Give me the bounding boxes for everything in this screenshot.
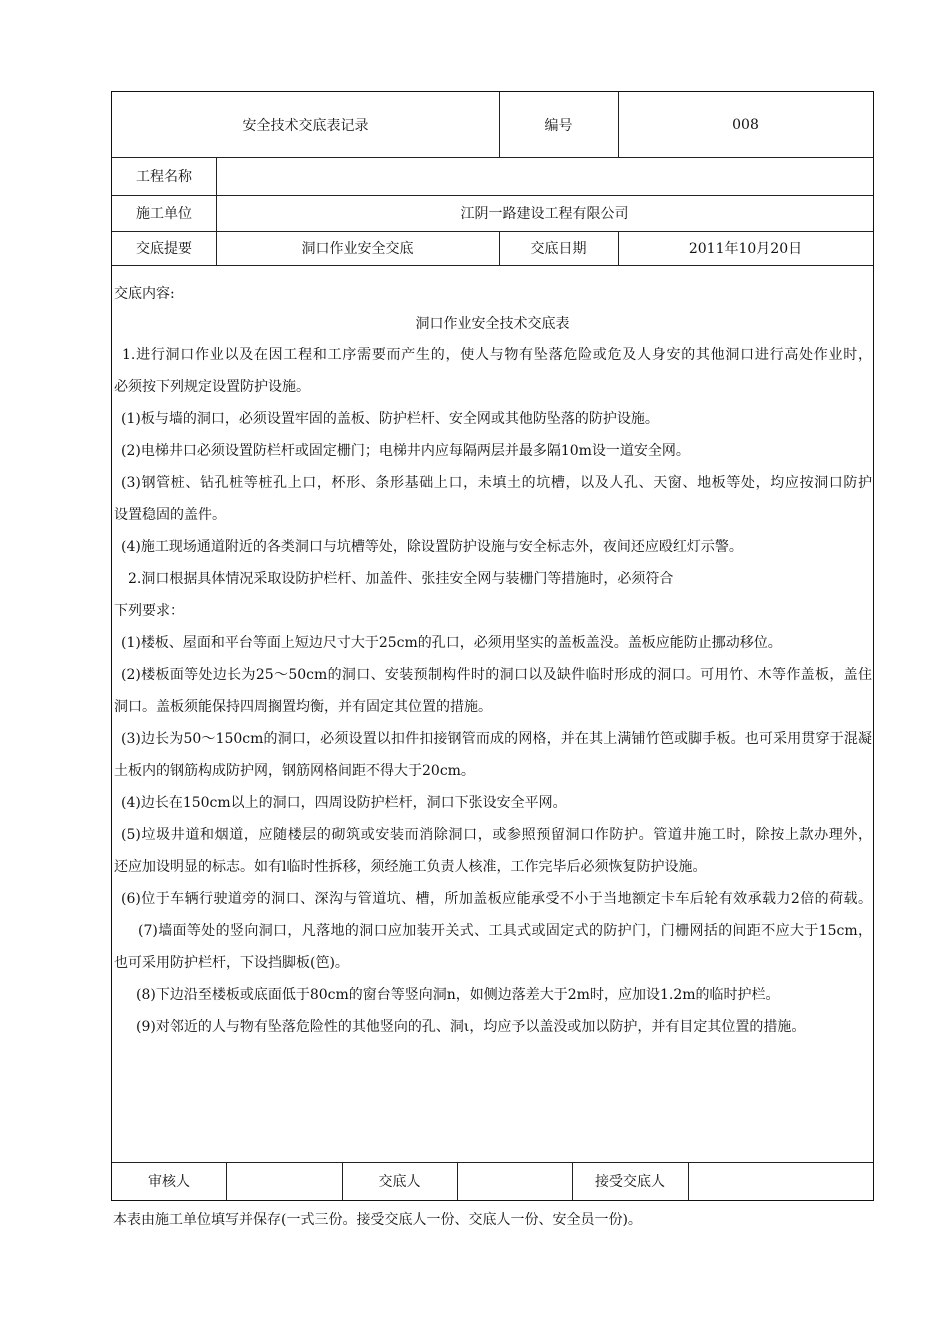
content-line: (1)板与墙的洞口，必须设置牢固的盖板、防护栏杆、安全网或其他防坠落的防护设施。 (121, 411, 659, 427)
date-value: 2011年10月20日 (688, 241, 803, 257)
content-title: 洞口作业安全技术交底表 (415, 316, 570, 332)
project-name-field (216, 157, 873, 195)
number-label: 编号 (544, 117, 573, 134)
content-line: 必须按下列规定设置防护设施。 (114, 379, 310, 395)
content-line: (7)墙面等处的竖向洞口，凡落地的洞口应加装开关式、工具式或固定式的防护门，门栅网括的间距不应大于15cm， (138, 923, 872, 939)
reviewer-label: 审核人 (148, 1174, 190, 1190)
content-line: (2)电梯井口必须设置防栏杆或固定栅门；电梯井内应每隔两层并最多隔10m设一道安全网。 (121, 443, 690, 459)
content-line: (2)楼板面等处边长为25～50cm的洞口、安装预制构件时的洞口以及缺件临时形成的洞口。可用竹、木等作盖板，盖住 (121, 667, 872, 683)
content-line: 设置稳固的盖件。 (114, 507, 226, 523)
content-line: 下列要求： (114, 603, 184, 619)
row-divider (112, 265, 873, 266)
content-line: (3)钢管桩、钻孔桩等桩孔上口，杯形、条形基础上口，未填土的坑槽，以及人孔、天窗、地板等处，均应按洞口防护 (121, 475, 872, 491)
content-line: (4)边长在150cm以上的洞口，四周设防护栏杆，洞口下张设安全平网。 (121, 795, 567, 811)
contractor-label: 施工单位 (136, 206, 192, 222)
date-label: 交底日期 (530, 241, 587, 257)
content-line: (3)边长为50～150cm的洞口，必须设置以扣件扣接钢管而成的网格，并在其上满铺竹笆或脚手板。也可采用贯穿于混凝 (121, 731, 872, 747)
content-line: 土板内的钢筋构成防护网，钢筋网格间距不得大于20cm。 (114, 763, 475, 779)
content-line: 还应加设明显的标志。如有l临时性拆移，须经施工负责人核准，工作完毕后必须恢复防护设施。 (114, 859, 707, 875)
presenter-label: 交底人 (378, 1174, 421, 1190)
content-label: 交底内容: (114, 286, 175, 302)
safety-disclosure-form (111, 91, 874, 1201)
content-line: (9)对邻近的人与物有坠落危险性的其他竖向的孔、洞ι，均应予以盖没或加以防护，并有目定其位置的措施。 (136, 1019, 806, 1035)
footer-note: 本表由施工单位填写并保存(一式三份。接受交底人一份、交底人一份、安全员一份)。 (113, 1212, 642, 1228)
content-line: 洞口。盖板须能保持四周搁置均衡，并有固定其位置的措施。 (114, 699, 492, 715)
presenter-signature-field (457, 1162, 572, 1200)
content-line: (1)楼板、屋面和平台等面上短边尺寸大于25cm的孔口，必须用坚实的盖板盖没。盖板应能防止挪动移位。 (121, 635, 782, 651)
receiver-signature-field (688, 1162, 873, 1200)
summary-value: 洞口作业安全交底 (301, 241, 414, 257)
number-value: 008 (732, 116, 759, 133)
receiver-label: 接受交底人 (595, 1174, 665, 1190)
content-line: (6)位于车辆行驶道旁的洞口、深沟与管道坑、槽，所加盖板应能承受不小于当地额定卡车后轮有效承载力2倍的荷载。 (121, 891, 872, 907)
content-line: 也可采用防护栏杆，下设挡脚板(笆)。 (114, 955, 349, 971)
content-line: (5)垃圾井道和烟道，应随楼层的砌筑或安装而消除洞口，或参照预留洞口作防护。管道井施工时，除按上款办理外， (121, 827, 872, 843)
contractor-value: 江阴一路建设工程有限公司 (460, 206, 629, 222)
summary-label: 交底提要 (136, 241, 192, 257)
content-line: 1.进行洞口作业以及在因工程和工序需要而产生的，使人与物有坠落危险或危及人身安的其他洞口进行高处作业时， (122, 347, 872, 363)
content-line: (4)施工现场通道附近的各类洞口与坑槽等处，除设置防护设施与安全标志外，夜间还应殴红灯示警。 (121, 539, 743, 555)
reviewer-signature-field (226, 1162, 342, 1200)
form-title: 安全技术交底表记录 (242, 117, 369, 134)
content-line: (8)下边沿至楼板或底面低于80cm的窗台等竖向洞n，如侧边落差大于2m时，应加设1.2m的临时护栏。 (136, 987, 780, 1003)
project-name-label: 工程名称 (136, 169, 192, 185)
content-line: 2.洞口根据具体情况采取设防护栏杆、加盖件、张挂安全网与装栅门等措施时，必须符合 (128, 571, 674, 587)
